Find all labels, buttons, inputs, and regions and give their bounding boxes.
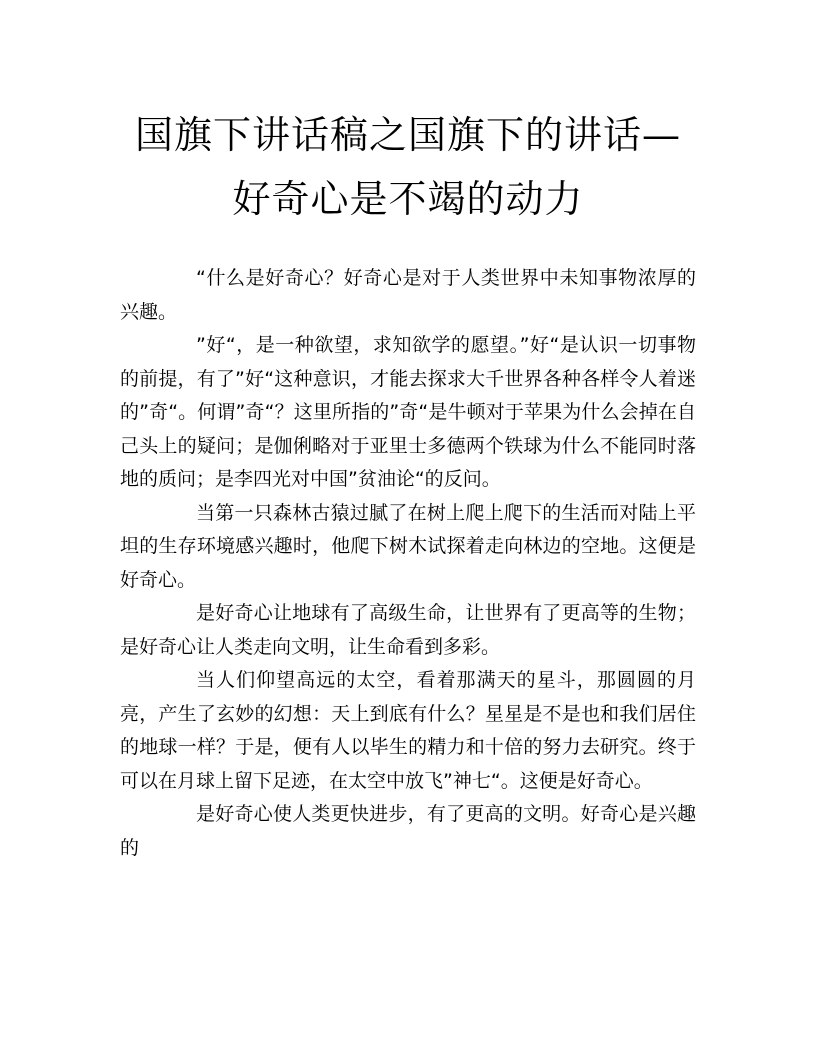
document-title: 国旗下讲话稿之国旗下的讲话—好奇心是不竭的动力 [134, 113, 681, 221]
paragraph: 是好奇心让地球有了高级生命，让世界有了更高等的生物；是好奇心让人类走向文明，让生命看到多彩。 [120, 602, 696, 658]
paragraph: 是好奇心使人类更快进步，有了更高的文明。好奇心是兴趣的 [120, 803, 696, 859]
paragraph: 当人们仰望高远的太空，看着那满天的星斗，那圆圆的月亮，产生了玄妙的幻想：天上到底有什么？星星是不是也和我们居住的地球一样？于是，便有人以毕生的精力和十倍的努力去研究。终于可以在月球上留下足迹，在太空中放飞”神七“。这便是好奇心。 [120, 669, 696, 792]
paragraph: ”好“，是一种欲望，求知欲学的愿望。”好“是认识一切事物的前提，有了”好“这种意识，才能去探求大千世界各种各样令人着迷的”奇“。何谓”奇“？这里所指的”奇“是牛顿对于苹果为什么会掉在自己头上的疑问；是伽俐略对于亚里士多德两个铁球为什么不能同时落地的质问；是李四光对中国”贫油论“的反问。 [120, 334, 696, 490]
paragraph: 当第一只森林古猿过腻了在树上爬上爬下的生活而对陆上平坦的生存环境感兴趣时，他爬下树木试探着走向林边的空地。这便是好奇心。 [120, 501, 696, 591]
paragraph: “什么是好奇心？好奇心是对于人类世界中未知事物浓厚的兴趣。 [120, 267, 696, 323]
document-body [120, 262, 696, 865]
